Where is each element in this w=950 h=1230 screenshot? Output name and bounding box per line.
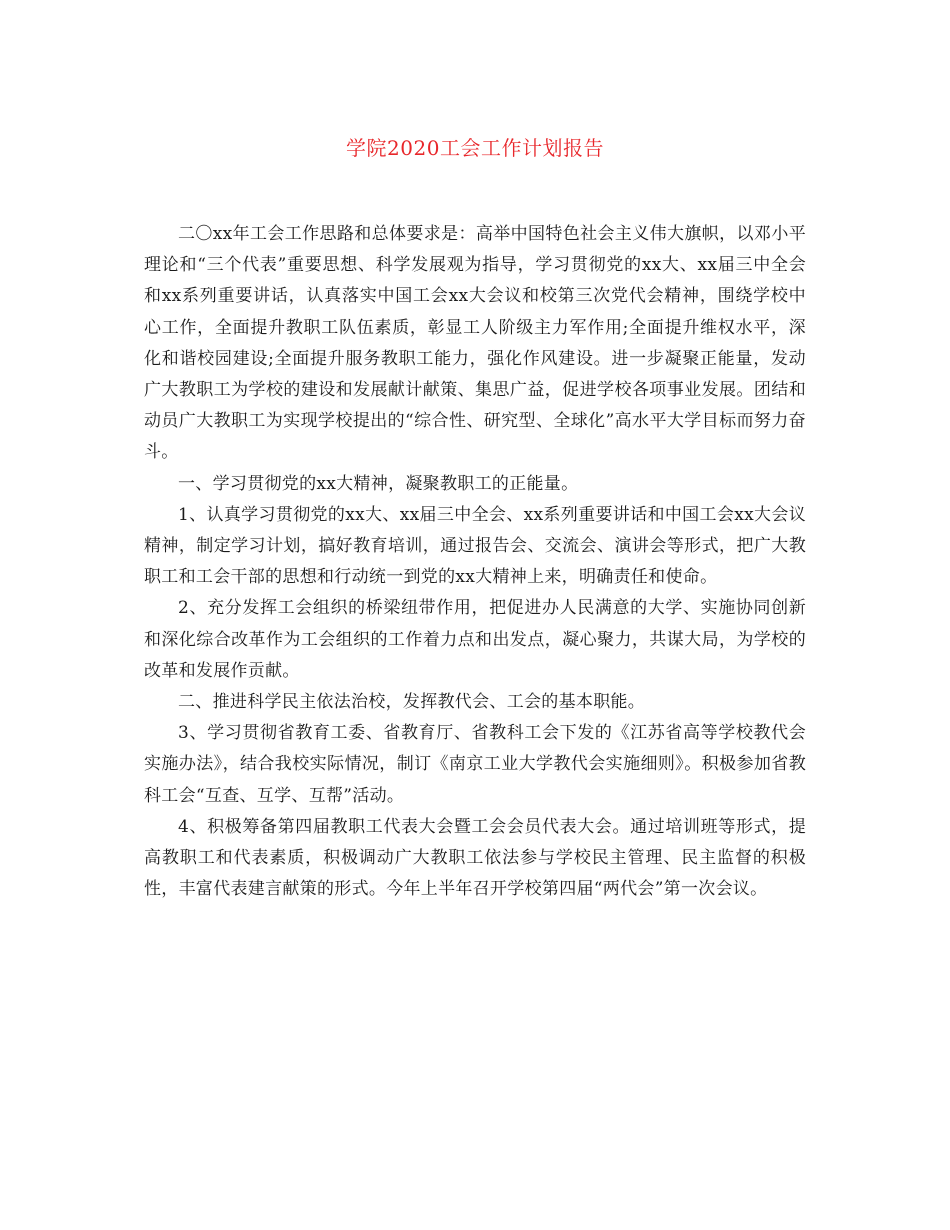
paragraph-item-4: 4、积极筹备第四届教职工代表大会暨工会会员代表大会。通过培训班等形式，提高教职工和代表素质，积极调动广大教职工依法参与学校民主管理、民主监督的积极性，丰富代表建言献策的形式。今年上半年召开学校第四届“两代会”第一次会议。: [144, 816, 806, 900]
section-heading-2: 二、推进科学民主依法治校，发挥教代会、工会的基本职能。: [178, 692, 646, 713]
document-title: 学院2020工会工作计划报告: [346, 136, 604, 160]
paragraph-intro: 二〇xx年工会工作思路和总体要求是：高举中国特色社会主义伟大旗帜，以邓小平理论和“三个代表”重要思想、科学发展观为指导，学习贯彻党的xx大、xx届三中全会和xx系列重要讲话，认真落实中国工会xx大会议和校第三次党代会精神，围绕学校中心工作，全面提升教职工队伍素质，彰显工人阶级主力军作用;全面提升维权水平，深化和谐校园建设;全面提升服务教职工能力，强化作风建设。进一步凝聚正能量，发动广大教职工为学校的建设和发展献计献策、集思广益，促进学校各项事业发展。团结和动员广大教职工为实现学校提出的“综合性、研究型、全球化”高水平大学目标而努力奋斗。: [144, 224, 806, 463]
document-body: [144, 219, 806, 905]
section-heading-1: 一、学习贯彻党的xx大精神，凝聚教职工的正能量。: [178, 473, 579, 494]
paragraph-item-1: 1、认真学习贯彻党的xx大、xx届三中全会、xx系列重要讲话和中国工会xx大会议精神，制定学习计划，搞好教育培训，通过报告会、交流会、演讲会等形式，把广大教职工和工会干部的思想和行动统一到党的xx大精神上来，明确责任和使命。: [144, 504, 806, 588]
paragraph-item-2: 2、充分发挥工会组织的桥梁纽带作用，把促进办人民满意的大学、实施协同创新和深化综合改革作为工会组织的工作着力点和出发点，凝心聚力，共谋大局，为学校的改革和发展作贡献。: [144, 598, 806, 681]
paragraph-item-3: 3、学习贯彻省教育工委、省教育厅、省教科工会下发的《江苏省高等学校教代会实施办法》，结合我校实际情况，制订《南京工业大学教代会实施细则》。积极参加省教科工会“互查、互学、互帮”活动。: [144, 723, 806, 806]
